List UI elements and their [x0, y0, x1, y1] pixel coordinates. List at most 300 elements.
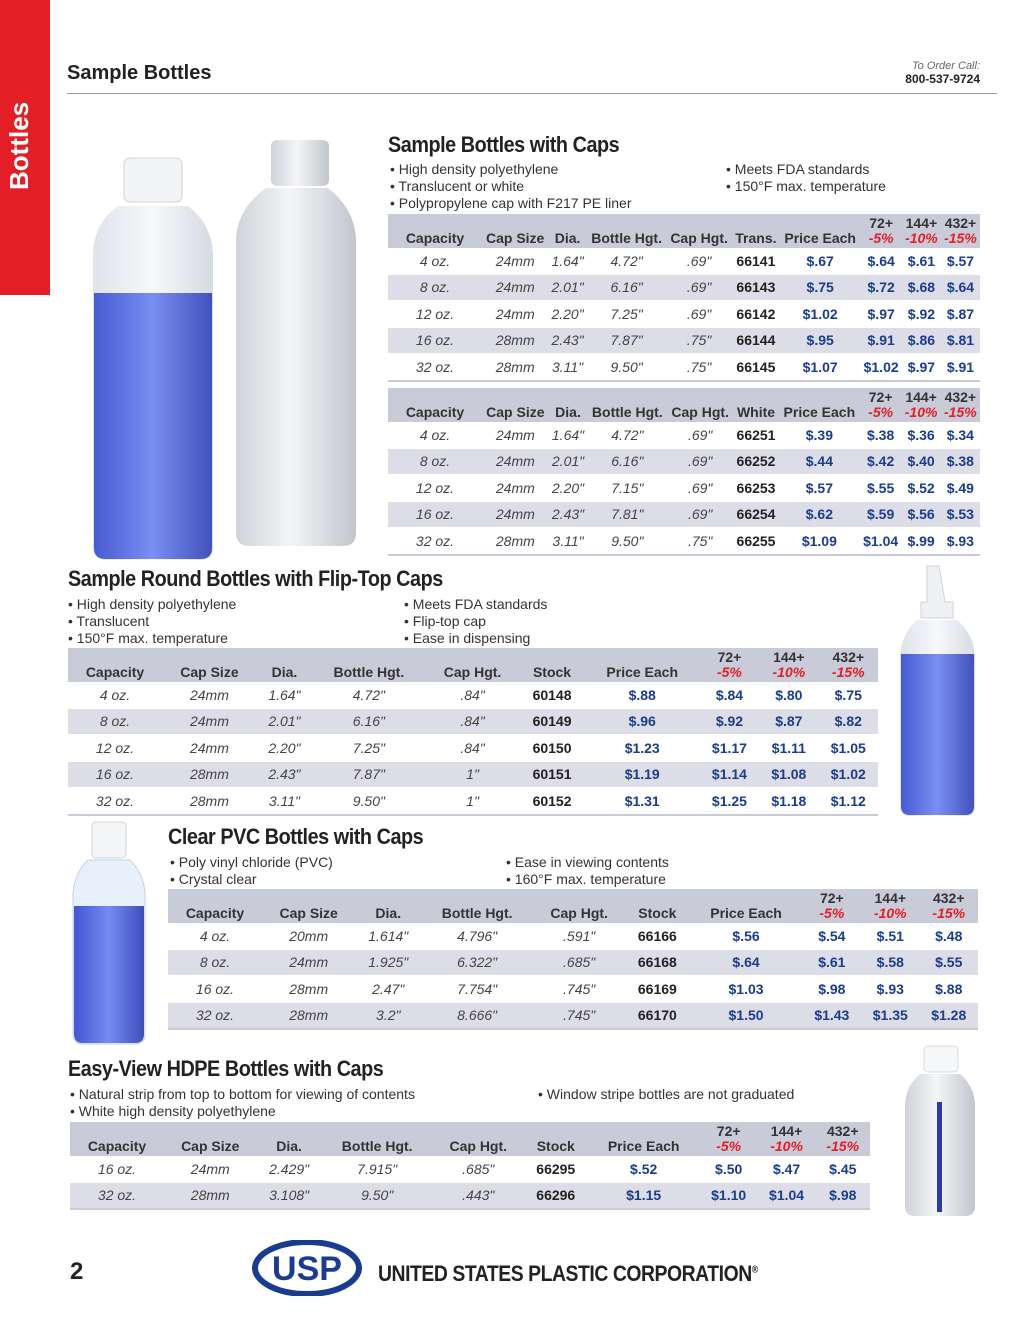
column-header [524, 1122, 588, 1156]
price-cell: $1.04 [758, 1182, 816, 1209]
column-header-label: Dia. [555, 404, 581, 420]
spec-cell: 2.20" [257, 735, 312, 762]
column-header-label: 144+ [905, 389, 937, 405]
column-header-label: -15% [831, 664, 865, 680]
column-header [666, 214, 731, 248]
table-row [68, 788, 878, 815]
spec-cell: .685" [533, 949, 625, 976]
price-cell: $.96 [585, 708, 700, 735]
price-cell: $.42 [860, 448, 902, 475]
column-header-label: Capacity [85, 664, 145, 680]
s4-bullet: • Window stripe bottles are not graduated [538, 1086, 794, 1103]
column-header-label: Price Each [783, 404, 856, 420]
column-header [625, 889, 689, 923]
price-cell: $1.14 [700, 761, 759, 788]
column-header [421, 889, 533, 923]
column-header-label: Price Each [607, 1138, 680, 1154]
price-cell: $.75 [780, 274, 860, 301]
spec-cell: 2.43" [257, 761, 312, 788]
price-cell: $.45 [816, 1156, 870, 1182]
column-header [587, 388, 667, 422]
stock-number-cell: 66253 [733, 475, 779, 502]
price-cell: $.93 [941, 528, 980, 555]
column-header-label: 432+ [944, 215, 977, 231]
spec-cell: 28mm [162, 761, 257, 788]
column-header [533, 889, 625, 923]
price-cell: $.56 [902, 501, 941, 528]
price-cell: $.44 [779, 448, 860, 475]
price-cell: $.97 [860, 301, 902, 328]
stock-number-cell: 66295 [524, 1156, 588, 1182]
column-header-label: Cap Hgt. [670, 230, 728, 246]
stock-number-cell: 66168 [625, 949, 689, 976]
spec-cell: 16 oz. [68, 761, 162, 788]
price-cell: $.98 [816, 1182, 870, 1209]
s2-bullets-right [404, 596, 547, 647]
column-header-discount [902, 388, 941, 422]
spec-cell: 28mm [262, 976, 355, 1003]
spec-cell: .591" [533, 923, 625, 949]
spec-cell: 1.64" [548, 248, 587, 274]
page-title: Sample Bottles [67, 62, 212, 84]
column-header-label: -10% [873, 905, 907, 921]
s2-bullet: • Flip-top cap [404, 613, 547, 630]
price-cell: $1.02 [819, 761, 878, 788]
column-header-discount [759, 648, 818, 682]
price-cell: $1.10 [700, 1182, 758, 1209]
spec-cell: 2.01" [257, 708, 312, 735]
spec-cell: 4.796" [421, 923, 533, 949]
price-table-white [388, 388, 980, 556]
price-table-translucent [388, 214, 980, 382]
order-call-block [905, 60, 980, 86]
spec-cell: 1" [426, 788, 520, 815]
column-header-label: Trans. [735, 230, 777, 246]
spec-cell: .84" [426, 708, 520, 735]
price-cell: $1.05 [819, 735, 878, 762]
price-table-easy-view [70, 1122, 870, 1210]
column-header [70, 1122, 164, 1156]
price-cell: $.54 [803, 923, 861, 949]
spec-cell: 24mm [162, 708, 257, 735]
price-cell: $.97 [902, 354, 941, 381]
price-cell: $1.02 [780, 301, 860, 328]
column-header-discount [941, 388, 980, 422]
stock-number-cell: 66254 [733, 501, 779, 528]
spec-cell: 3.108" [256, 1182, 321, 1209]
column-header-label: Cap Size [279, 905, 338, 921]
column-header-label: Capacity [405, 230, 465, 246]
spec-cell: 3.2" [355, 1002, 421, 1029]
s4-bullet: • White high density polyethylene [70, 1103, 415, 1120]
price-cell: $.38 [860, 422, 902, 448]
spec-cell: .69" [667, 422, 733, 448]
column-header-label: 432+ [932, 890, 965, 906]
column-header-label: Cap Size [180, 664, 239, 680]
order-phone: 800-537-9724 [905, 72, 980, 86]
s1-bullet: • Meets FDA standards [726, 161, 886, 178]
column-header [667, 388, 733, 422]
spec-cell: 7.754" [421, 976, 533, 1003]
spec-cell: 24mm [482, 301, 548, 328]
spec-cell: 8 oz. [388, 274, 482, 301]
stock-number-cell: 66251 [733, 422, 779, 448]
spec-cell: .443" [433, 1182, 524, 1209]
column-header [168, 889, 262, 923]
column-header-discount [816, 1122, 870, 1156]
column-header-discount [902, 214, 941, 248]
spec-cell: 2.47" [355, 976, 421, 1003]
price-cell: $1.50 [689, 1002, 802, 1029]
spec-cell: 8 oz. [68, 708, 162, 735]
stock-number-cell: 66141 [732, 248, 780, 274]
spec-cell: 24mm [482, 501, 549, 528]
spec-cell: 4.72" [312, 682, 426, 708]
spec-cell: 1.925" [355, 949, 421, 976]
column-header-label: 144+ [874, 890, 907, 906]
table-row [68, 682, 878, 708]
stock-number-cell: 66166 [625, 923, 689, 949]
column-header-label: Stock [638, 905, 677, 921]
spec-cell: 24mm [482, 422, 549, 448]
s3-bullet: • Crystal clear [170, 871, 333, 888]
column-header [779, 388, 860, 422]
stock-number-cell: 60151 [519, 761, 584, 788]
price-cell: $.61 [803, 949, 861, 976]
column-header-discount [860, 214, 902, 248]
spec-cell: 7.915" [322, 1156, 433, 1182]
spec-cell: 12 oz. [388, 301, 482, 328]
price-cell: $.80 [759, 682, 818, 708]
column-header-label: Dia. [375, 905, 402, 921]
s1-bullet: • 150°F max. temperature [726, 178, 886, 195]
column-header [732, 214, 780, 248]
spec-cell: 7.87" [587, 327, 667, 354]
spec-cell: .84" [426, 735, 520, 762]
s2-bullet: • Meets FDA standards [404, 596, 547, 613]
table-row [70, 1182, 870, 1209]
column-header [780, 214, 860, 248]
column-header-label: 432+ [944, 389, 977, 405]
price-cell: $1.31 [585, 788, 700, 815]
spec-cell: 20mm [262, 923, 355, 949]
price-cell: $.64 [689, 949, 802, 976]
s1-bullet: • Translucent or white [390, 178, 631, 195]
price-cell: $.75 [819, 682, 878, 708]
stock-number-cell: 66144 [732, 327, 780, 354]
spec-cell: 6.16" [312, 708, 426, 735]
column-header-label: Cap Size [181, 1138, 240, 1154]
spec-cell: 2.01" [548, 274, 587, 301]
price-cell: $.51 [861, 923, 919, 949]
s3-bullets-left [170, 854, 333, 888]
price-cell: $.38 [941, 448, 980, 475]
price-cell: $.91 [860, 327, 902, 354]
price-cell: $1.03 [689, 976, 802, 1003]
stock-number-cell: 66252 [733, 448, 779, 475]
stock-number-cell: 66255 [733, 528, 779, 555]
spec-cell: .84" [426, 682, 520, 708]
spec-cell: 7.87" [312, 761, 426, 788]
s3-bullet: • Poly vinyl chloride (PVC) [170, 854, 333, 871]
spec-cell: 3.11" [257, 788, 312, 815]
price-cell: $.48 [920, 923, 979, 949]
price-cell: $.52 [588, 1156, 700, 1182]
price-cell: $1.43 [803, 1002, 861, 1029]
price-table-flip-top [68, 648, 878, 816]
spec-cell: 2.20" [549, 475, 588, 502]
usp-logo [252, 1240, 362, 1296]
table-header-row [70, 1122, 870, 1156]
column-header-label: Cap Hgt. [449, 1138, 508, 1154]
column-header-label: Cap Size [486, 404, 545, 420]
price-cell: $.58 [861, 949, 919, 976]
table-row [168, 923, 978, 949]
column-header [388, 214, 482, 248]
column-header [482, 388, 549, 422]
spec-cell: 9.50" [322, 1182, 433, 1209]
spec-cell: 4 oz. [168, 923, 262, 949]
spec-cell: 28mm [482, 528, 549, 555]
spec-cell: 1.64" [257, 682, 312, 708]
column-header-discount [803, 889, 861, 923]
spec-cell: 12 oz. [388, 475, 482, 502]
spec-cell: 24mm [482, 475, 549, 502]
table-row [388, 422, 980, 448]
price-cell: $.67 [780, 248, 860, 274]
column-header-label: -10% [905, 230, 938, 246]
table-row [388, 274, 980, 301]
table-row [168, 976, 978, 1003]
column-header-label: Bottle Hgt. [333, 664, 405, 680]
flip-top-bottle-image [895, 562, 980, 822]
column-header-label: Capacity [185, 905, 245, 921]
price-cell: $1.17 [700, 735, 759, 762]
column-header [548, 214, 587, 248]
price-cell: $.88 [920, 976, 979, 1003]
spec-cell: 2.429" [256, 1156, 321, 1182]
column-header-label: Dia. [271, 664, 298, 680]
price-cell: $.39 [779, 422, 860, 448]
spec-cell: 24mm [162, 682, 257, 708]
s3-bullet: • 160°F max. temperature [506, 871, 669, 888]
table-header-row [388, 388, 980, 422]
column-header-label: Price Each [710, 905, 782, 921]
spec-cell: 4 oz. [68, 682, 162, 708]
table-row [70, 1156, 870, 1182]
table-row [68, 735, 878, 762]
price-cell: $.91 [941, 354, 980, 381]
spec-cell: 9.50" [587, 354, 667, 381]
s1-bullet: • Polypropylene cap with F217 PE liner [390, 195, 631, 212]
column-header-label: -15% [826, 1138, 860, 1154]
spec-cell: 24mm [482, 274, 548, 301]
spec-cell: 1.614" [355, 923, 421, 949]
column-header-discount [861, 889, 919, 923]
column-header [519, 648, 584, 682]
column-header [733, 388, 779, 422]
price-cell: $.98 [803, 976, 861, 1003]
column-header-label: -5% [868, 404, 894, 420]
column-header [257, 648, 312, 682]
price-cell: $.61 [902, 248, 941, 274]
table-row [68, 708, 878, 735]
column-header-label: -15% [944, 230, 977, 246]
column-header-label: Stock [532, 664, 572, 680]
spec-cell: .69" [667, 501, 733, 528]
spec-cell: .75" [666, 327, 731, 354]
price-cell: $.59 [860, 501, 902, 528]
spec-cell: 24mm [262, 949, 355, 976]
column-header [162, 648, 257, 682]
side-tab-label: Bottles [4, 101, 34, 190]
column-header-discount [700, 648, 759, 682]
column-header-label: Cap Hgt. [443, 664, 502, 680]
order-call-label: To Order Call: [911, 60, 980, 72]
s4-bullets-left [70, 1086, 415, 1120]
column-header-label: -15% [932, 905, 966, 921]
s2-bullet: • 150°F max. temperature [68, 630, 236, 647]
column-header [388, 388, 482, 422]
price-cell: $1.04 [860, 528, 902, 555]
column-header-label: -5% [716, 1138, 742, 1154]
price-cell: $1.11 [759, 735, 818, 762]
sample-bottles-image [88, 128, 358, 568]
column-header [426, 648, 520, 682]
column-header-label: 432+ [832, 649, 865, 665]
column-header-label: 72+ [717, 649, 742, 665]
price-cell: $.56 [689, 923, 802, 949]
column-header-label: Dia. [554, 230, 581, 246]
column-header-label: Cap Size [485, 230, 545, 246]
stock-number-cell: 60150 [519, 735, 584, 762]
spec-cell: 2.43" [548, 327, 587, 354]
spec-cell: 32 oz. [168, 1002, 262, 1029]
price-cell: $1.07 [780, 354, 860, 381]
table-row [388, 354, 980, 381]
spec-cell: 3.11" [548, 354, 587, 381]
column-header-label: 144+ [773, 649, 805, 665]
column-header-label: 72+ [868, 389, 893, 405]
price-cell: $1.08 [759, 761, 818, 788]
price-cell: $.34 [941, 422, 980, 448]
spec-cell: 8 oz. [168, 949, 262, 976]
price-cell: $.64 [860, 248, 902, 274]
stock-number-cell: 66296 [524, 1182, 588, 1209]
price-cell: $1.35 [861, 1002, 919, 1029]
section-title-sample-bottles: Sample Bottles with Caps [388, 132, 620, 157]
price-cell: $.53 [941, 501, 980, 528]
spec-cell: 12 oz. [68, 735, 162, 762]
price-cell: $.55 [860, 475, 902, 502]
column-header-label: -10% [772, 664, 806, 680]
column-header-label: Capacity [87, 1138, 147, 1154]
column-header [549, 388, 588, 422]
spec-cell: 16 oz. [388, 327, 482, 354]
price-cell: $.57 [941, 248, 980, 274]
price-cell: $.68 [902, 274, 941, 301]
price-cell: $.87 [941, 301, 980, 328]
spec-cell: 4 oz. [388, 248, 482, 274]
column-header-label: Bottle Hgt. [591, 230, 662, 246]
price-cell: $1.25 [700, 788, 759, 815]
spec-cell: 16 oz. [388, 501, 482, 528]
column-header-label: Bottle Hgt. [341, 1138, 413, 1154]
column-header [68, 648, 162, 682]
logo-text: USP [272, 1250, 342, 1288]
table-row [388, 448, 980, 475]
s4-bullets-right [538, 1086, 794, 1103]
section-title-clear-pvc: Clear PVC Bottles with Caps [168, 824, 424, 849]
stock-number-cell: 66142 [732, 301, 780, 328]
spec-cell: 24mm [482, 448, 549, 475]
s2-bullets-left [68, 596, 236, 647]
section-title-easy-view: Easy-View HDPE Bottles with Caps [68, 1056, 384, 1081]
spec-cell: 32 oz. [68, 788, 162, 815]
spec-cell: .69" [666, 248, 731, 274]
stock-number-cell: 66170 [625, 1002, 689, 1029]
column-header-label: -15% [944, 404, 977, 420]
price-cell: $.81 [941, 327, 980, 354]
s2-bullet: • Ease in dispensing [404, 630, 547, 647]
price-cell: $.52 [902, 475, 941, 502]
price-cell: $1.28 [920, 1002, 979, 1029]
spec-cell: .745" [533, 976, 625, 1003]
table-row [388, 327, 980, 354]
spec-cell: 28mm [482, 327, 548, 354]
price-cell: $1.09 [779, 528, 860, 555]
spec-cell: 9.50" [312, 788, 426, 815]
spec-cell: 7.81" [587, 501, 667, 528]
section-title-flip-top: Sample Round Bottles with Flip-Top Caps [68, 566, 443, 591]
column-header-label: White [736, 404, 776, 420]
clear-pvc-bottle-image [68, 820, 148, 1048]
spec-cell: 4.72" [587, 248, 667, 274]
price-cell: $.92 [902, 301, 941, 328]
column-header [689, 889, 802, 923]
price-cell: $.92 [700, 708, 759, 735]
spec-cell: 24mm [482, 248, 548, 274]
spec-cell: 28mm [164, 1182, 256, 1209]
spec-cell: 7.25" [312, 735, 426, 762]
price-cell: $.36 [902, 422, 941, 448]
table-row [388, 475, 980, 502]
spec-cell: .69" [667, 448, 733, 475]
page-number: 2 [70, 1258, 84, 1285]
price-cell: $.87 [759, 708, 818, 735]
price-table-clear-pvc [168, 889, 978, 1030]
price-cell: $.84 [700, 682, 759, 708]
column-header-label: -5% [819, 905, 845, 921]
price-cell: $.99 [902, 528, 941, 555]
spec-cell: 6.16" [587, 448, 667, 475]
column-header-label: Capacity [405, 404, 465, 420]
spec-cell: 7.15" [587, 475, 667, 502]
column-header [256, 1122, 321, 1156]
column-header-label: -5% [716, 664, 742, 680]
s1-bullets-left [390, 161, 631, 212]
price-cell: $.93 [861, 976, 919, 1003]
stock-number-cell: 60148 [519, 682, 584, 708]
column-header-label: 72+ [716, 1123, 741, 1139]
price-cell: $.49 [941, 475, 980, 502]
spec-cell: 9.50" [587, 528, 667, 555]
spec-cell: 16 oz. [168, 976, 262, 1003]
spec-cell: 1.64" [549, 422, 588, 448]
price-cell: $.57 [779, 475, 860, 502]
spec-cell: .745" [533, 1002, 625, 1029]
stock-number-cell: 66145 [732, 354, 780, 381]
